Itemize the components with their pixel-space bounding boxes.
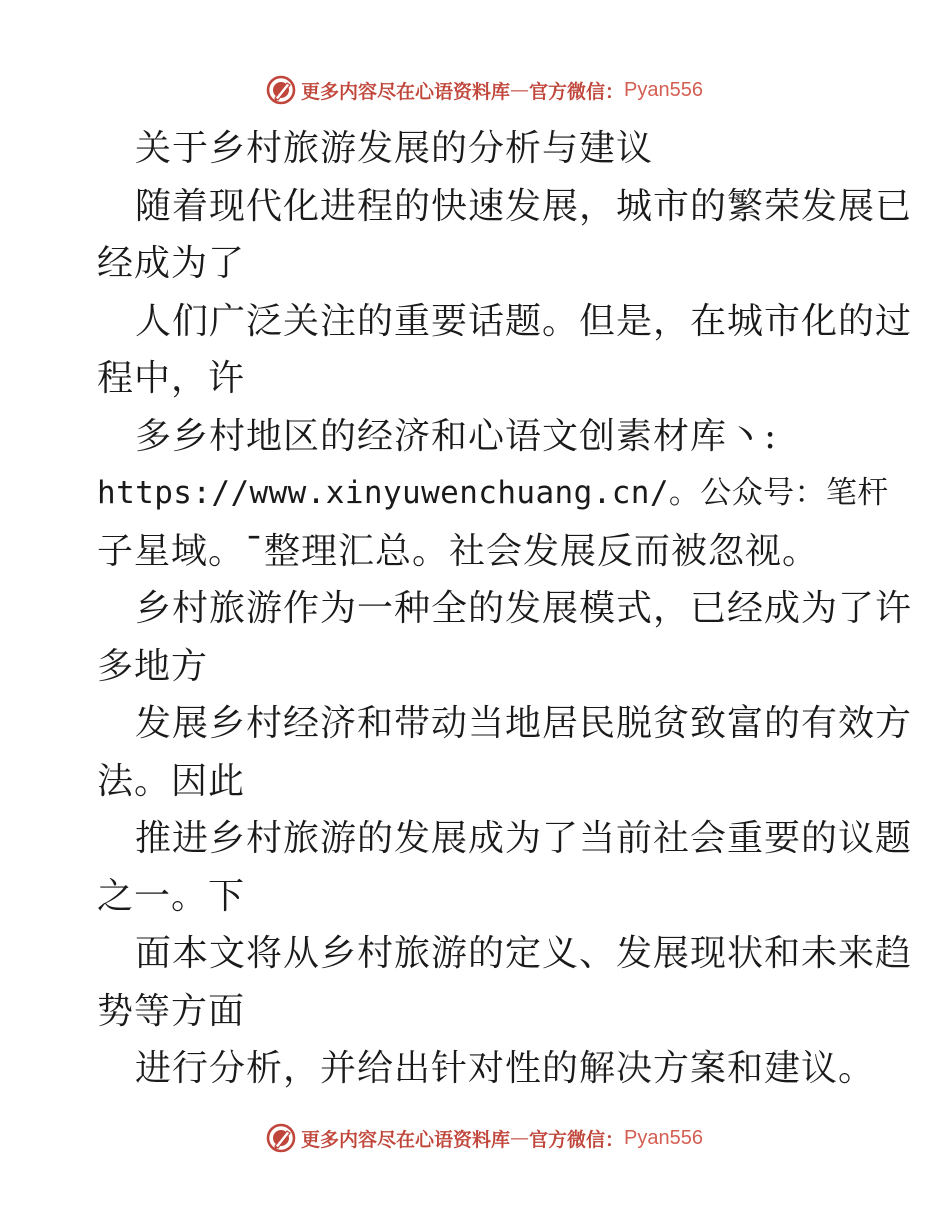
banner-separator: — bbox=[510, 1127, 530, 1149]
banner-wechat-id: Pyan556 bbox=[624, 1126, 703, 1149]
banner-wechat-label: 官方微信： bbox=[529, 1128, 625, 1151]
paragraph-line: 进行分析，并给出针对性的解决方案和建议。 bbox=[135, 1048, 876, 1089]
pen-logo-icon bbox=[265, 1122, 297, 1154]
banner-separator: — bbox=[510, 79, 530, 101]
document-title: 关于乡村旅游发展的分析与建议 bbox=[135, 128, 654, 169]
paragraph-line: 法。因此 bbox=[97, 760, 246, 802]
footer-banner bbox=[0, 1118, 950, 1158]
banner-slogan: 更多内容尽在心语资料库 bbox=[301, 80, 511, 103]
paragraph-line: 程中，许 bbox=[97, 358, 246, 399]
paragraph-line: 经成为了 bbox=[97, 243, 246, 284]
paragraph-line: 多乡村地区的经济和心语文创素材库丶: bbox=[135, 415, 778, 457]
url-line: https://www.xinyuwenchuang.cn/。公众号：笔杆 bbox=[97, 475, 889, 511]
document-body bbox=[97, 120, 913, 1098]
banner-wechat-id: Pyan556 bbox=[624, 78, 703, 101]
paragraph-line: 推进乡村旅游的发展成为了当前社会重要的议题 bbox=[135, 818, 913, 859]
banner-wechat-label: 官方微信： bbox=[529, 80, 625, 103]
paragraph-line: 随着现代化进程的快速发展，城市的繁荣发展已 bbox=[135, 185, 913, 227]
paragraph-line: 多地方 bbox=[97, 645, 209, 687]
banner-slogan: 更多内容尽在心语资料库 bbox=[301, 1128, 511, 1151]
paragraph-line: 发展乡村经济和带动当地居民脱贫致富的有效方 bbox=[135, 703, 913, 744]
paragraph-line: 乡村旅游作为一种全的发展模式，已经成为了许 bbox=[135, 588, 913, 629]
paragraph-line: 势等方面 bbox=[97, 990, 246, 1032]
paragraph-line: 面本文将从乡村旅游的定义、发展现状和未来趋 bbox=[135, 933, 913, 974]
header-banner bbox=[0, 70, 950, 110]
paragraph-line: 人们广泛关注的重要话题。但是，在城市化的过 bbox=[135, 300, 913, 342]
paragraph-line: 子星域。¯整理汇总。社会发展反而被忽视。 bbox=[97, 530, 820, 572]
pen-logo-icon bbox=[265, 74, 297, 106]
paragraph-line: 之一。下 bbox=[97, 875, 246, 917]
